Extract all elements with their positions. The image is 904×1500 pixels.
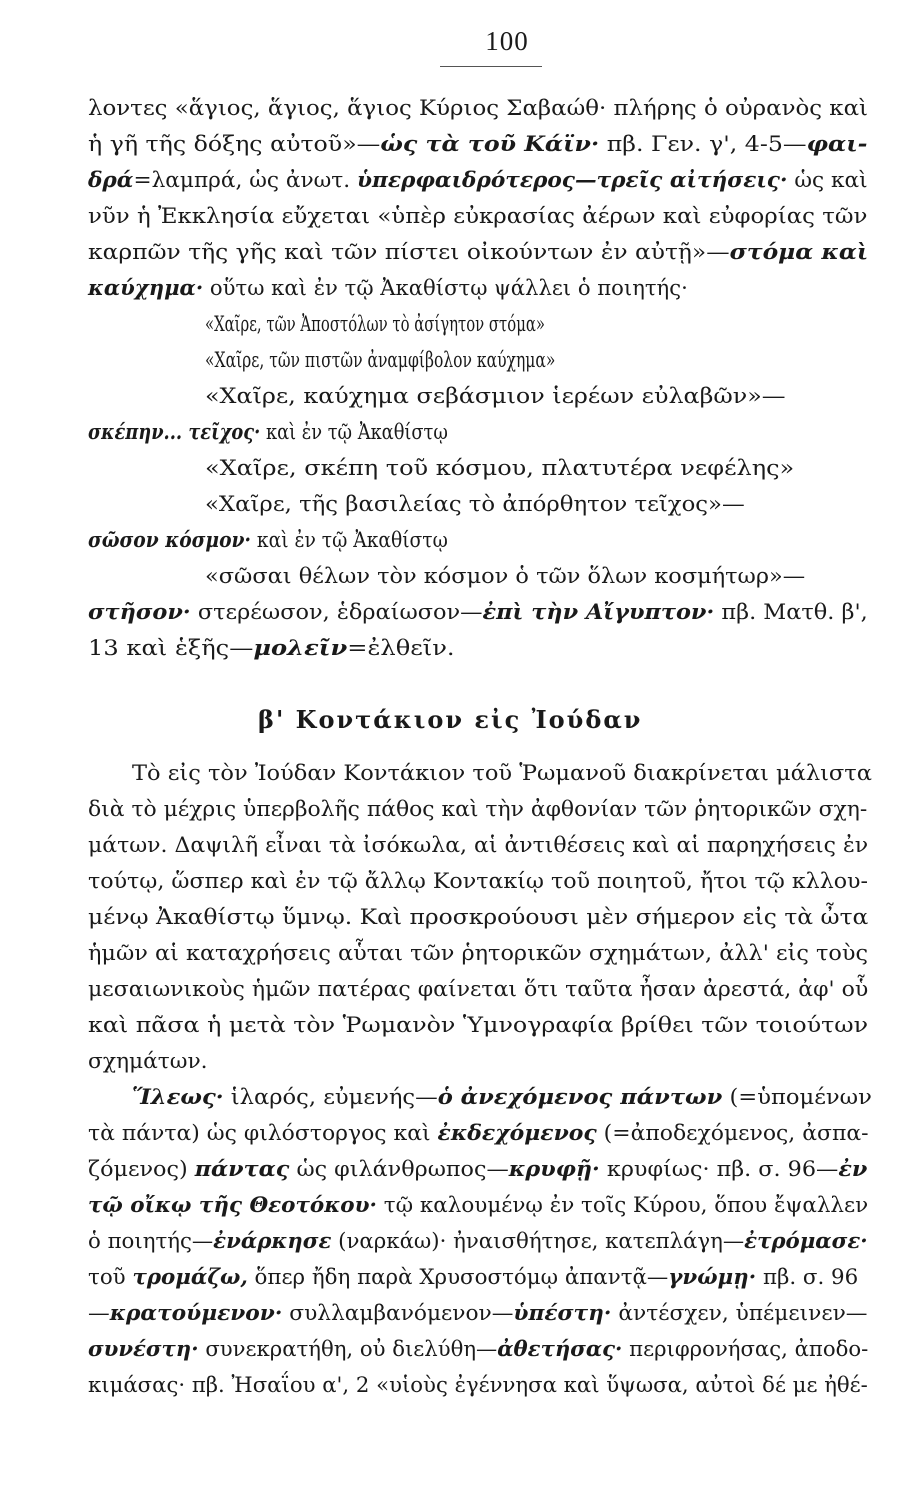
page-number: 100 [485, 26, 529, 56]
lemma-text: γνώμῃ· [668, 1264, 757, 1289]
body-text: τῷ καλουμένῳ ἐν τοῖς Κύρου, ὅπου ἔψαλλεν [376, 1193, 869, 1217]
body-text: ὁ ποιητής— [88, 1229, 214, 1253]
body-text: — [88, 1301, 110, 1325]
body-text: (=ἀποδεχόμενος, ἀσπα- [596, 1121, 869, 1145]
body-text: λοντες «ἅγιος, ἅγιος, ἅγιος Κύριος Σαβαώθ· πλήρης ὁ οὐρανὸς καὶ [88, 96, 869, 120]
kontakion-line [88, 1154, 867, 1184]
lemma-text: ἐτρόμασε· [744, 1228, 868, 1253]
lemma-text: ἐπὶ τὴν Αἴγυπτον· [482, 599, 715, 624]
lemma-text: ἐν [838, 1156, 868, 1181]
body-text: τούτῳ, ὥσπερ καὶ ἐν τῷ ἄλλῳ Κοντακίῳ τοῦ ποιητοῦ, ἤτοι τῷ κλλου- [88, 869, 869, 893]
lemma-text: ὁ ἀνεχόμενος πάντων [437, 1084, 723, 1109]
commentary-line [88, 237, 868, 267]
body-text: συνεκρατήθη, οὐ διελύθη— [198, 1337, 498, 1361]
lemma-text: μολεῖν [253, 635, 348, 660]
commentary-line [88, 273, 688, 303]
lemma-text: ἐνάρκησε [213, 1228, 332, 1253]
body-text: «Χαῖρε, καύχημα σεβάσμιον ἱερέων εὐλαβῶν»— [205, 384, 786, 408]
body-text: νῦν ἡ Ἐκκλησία εὔχεται «ὑπὲρ εὐκρασίας ἀέρων καὶ εὐφορίας τῶν [88, 204, 868, 228]
body-text: καὶ ἐν τῷ Ἀκαθίστῳ [250, 528, 448, 552]
kontakion-line [132, 1082, 872, 1112]
body-text: μάτων. Δαψιλῆ εἶναι τὰ ἰσόκωλα, αἱ ἀντιθέσεις καὶ αἱ παρηχήσεις ἐν [88, 833, 869, 857]
lemma-text: τρομάζω, [132, 1264, 248, 1289]
body-text: καρπῶν τῆς γῆς καὶ τῶν πίστει οἰκούντων ἐν αὐτῇ»— [88, 240, 730, 264]
lemma-text: ὑπέστη· [513, 1300, 612, 1325]
kontakion-line [88, 1190, 868, 1220]
kontakion-line [88, 794, 867, 824]
body-text: «Χαῖρε, τῆς βασιλείας τὸ ἀπόρθητον τεῖχος»— [205, 492, 745, 516]
body-text: μεσαιωνικοὺς ἡμῶν πατέρας φαίνεται ὅτι ταῦτα ἦσαν ἀρεστά, ἀφ' οὗ [88, 977, 869, 1001]
body-text: ὅπερ ἤδη παρὰ Χρυσοστόμῳ ἀπαντᾷ— [247, 1265, 669, 1289]
body-text: τοῦ [88, 1265, 133, 1289]
body-text: πβ. Γεν. γ', 4-5— [599, 132, 807, 156]
section-heading: β' Κοντάκιον εἰς Ἰούδαν [258, 705, 643, 734]
kontakion-line [88, 938, 868, 968]
lemma-text: τῷ οἴκῳ τῆς Θεοτόκου· [88, 1192, 377, 1217]
body-text: =ἐλθεῖν. [347, 636, 455, 660]
kontakion-line [88, 866, 868, 896]
body-text: (ναρκάω)· ἠναισθήτησε, κατεπλάγη— [331, 1229, 745, 1253]
page-number-rule [440, 66, 542, 67]
body-text: «σῶσαι θέλων τὸν κόσμον ὁ τῶν ὅλων κοσμήτωρ»— [205, 564, 806, 588]
commentary-line [205, 345, 555, 375]
body-text: =λαμπρά, ὡς ἀνωτ. [133, 168, 357, 192]
kontakion-line [88, 974, 868, 1004]
lemma-text: ἀθετήσας· [497, 1336, 623, 1361]
lemma-text: πάντας [194, 1156, 290, 1181]
lemma-text: ὡς τὰ τοῦ Κάϊν· [380, 131, 600, 156]
kontakion-line [88, 1010, 868, 1040]
commentary-line [88, 165, 868, 195]
kontakion-line [88, 1262, 858, 1292]
body-text: Τὸ εἰς τὸν Ἰούδαν Κοντάκιον τοῦ Ῥωμανοῦ διακρίνεται μάλιστα [132, 761, 872, 785]
body-text: μένῳ Ἀκαθίστῳ ὕμνῳ. Καὶ προσκρούουσι μὲν σήμερον εἰς τὰ ὦτα [88, 905, 869, 929]
commentary-line [88, 597, 868, 627]
commentary-line [205, 309, 545, 339]
body-text: ἀντέσχεν, ὑπέμεινεν— [611, 1301, 868, 1325]
lemma-text: Ἵλεως· [132, 1084, 224, 1109]
lemma-text: ὑπερφαιδρότερος—τρεῖς αἰτήσεις· [356, 167, 788, 192]
body-text: ζόμενος) [88, 1157, 195, 1181]
lemma-text: σῶσον κόσμον· [88, 527, 251, 552]
body-text: στερέωσον, ἑδραίωσον— [190, 600, 483, 624]
lemma-text: ἐκδεχόμενος [437, 1120, 597, 1145]
body-text: περιφρονήσας, ἀποδο- [622, 1337, 869, 1361]
body-text: πβ. σ. 96 [756, 1265, 859, 1289]
commentary-line [205, 561, 805, 591]
commentary-line [88, 633, 455, 663]
lemma-text: φαι- [806, 131, 868, 156]
kontakion-line [132, 758, 872, 788]
kontakion-line [88, 1046, 208, 1076]
body-text: κρυφίως· πβ. σ. 96— [599, 1157, 839, 1181]
lemma-text: δρά [88, 167, 134, 192]
body-text: ἡμῶν αἱ καταχρήσεις αὗται τῶν ῥητορικῶν σχημάτων, ἀλλ' εἰς τοὺς [88, 941, 869, 965]
body-text: «Χαῖρε, τῶν Ἀποστόλων τὸ ἀσίγητον στόμα» [205, 312, 545, 336]
commentary-line [205, 453, 794, 483]
lemma-text: καύχημα· [88, 275, 204, 300]
body-text: τὰ πάντα) ὡς φιλόστοργος καὶ [88, 1121, 438, 1145]
body-text: 13 καὶ ἑξῆς— [88, 636, 254, 660]
kontakion-line [88, 1226, 868, 1256]
kontakion-line [88, 1370, 868, 1400]
commentary-line [88, 417, 448, 447]
lemma-text: κρυφῇ· [508, 1156, 600, 1181]
body-text: ὡς καὶ [787, 168, 868, 192]
body-text: διὰ τὸ μέχρις ὑπερβολῆς πάθος καὶ τὴν ἀφθονίαν τῶν ῥητορικῶν σχη- [88, 797, 868, 821]
body-text: σχημάτων. [88, 1049, 208, 1073]
commentary-line [88, 129, 867, 159]
lemma-text: συνέστη· [88, 1336, 199, 1361]
kontakion-line [88, 1118, 869, 1148]
body-text: ὡς φιλάνθρωπος— [289, 1157, 509, 1181]
lemma-text: στῆσον· [88, 599, 191, 624]
body-text: ἱλαρός, εὐμενής— [223, 1085, 438, 1109]
body-text: οὕτω καὶ ἐν τῷ Ἀκαθίστῳ ψάλλει ὁ ποιητής· [203, 276, 688, 300]
body-text: «Χαῖρε, τῶν πιστῶν ἀναμφίβολον καύχημα» [205, 348, 556, 372]
commentary-line [88, 525, 448, 555]
kontakion-line [88, 1298, 867, 1328]
commentary-line [205, 381, 786, 411]
body-text: πβ. Ματθ. β', [714, 600, 868, 624]
lemma-text: σκέπην... τεῖχος· [88, 419, 261, 444]
body-text: συλλαμβανόμενον— [282, 1301, 514, 1325]
lemma-text: κρατούμενον· [109, 1300, 283, 1325]
kontakion-line [88, 1334, 868, 1364]
body-text: ἡ γῆ τῆς δόξης αὐτοῦ»— [88, 132, 381, 156]
body-text: κιμάσας· πβ. Ἠσαΐου α', 2 «υἱοὺς ἐγέννησα καὶ ὕψωσα, αὐτοὶ δέ με ἠθέ- [88, 1373, 868, 1397]
kontakion-line [88, 902, 868, 932]
body-text: «Χαῖρε, σκέπη τοῦ κόσμου, πλατυτέρα νεφέλης» [205, 456, 795, 480]
commentary-line [88, 201, 867, 231]
lemma-text: στόμα καὶ [729, 239, 869, 264]
commentary-line [205, 489, 745, 519]
body-text: καὶ ἐν τῷ Ἀκαθίστῳ [260, 420, 448, 444]
commentary-line [88, 93, 868, 123]
body-text: καὶ πᾶσα ἡ μετὰ τὸν Ῥωμανὸν Ὑμνογραφία βρίθει τῶν τοιούτων [88, 1013, 869, 1037]
kontakion-line [88, 830, 868, 860]
body-text: (=ὑπομένων [722, 1085, 872, 1109]
